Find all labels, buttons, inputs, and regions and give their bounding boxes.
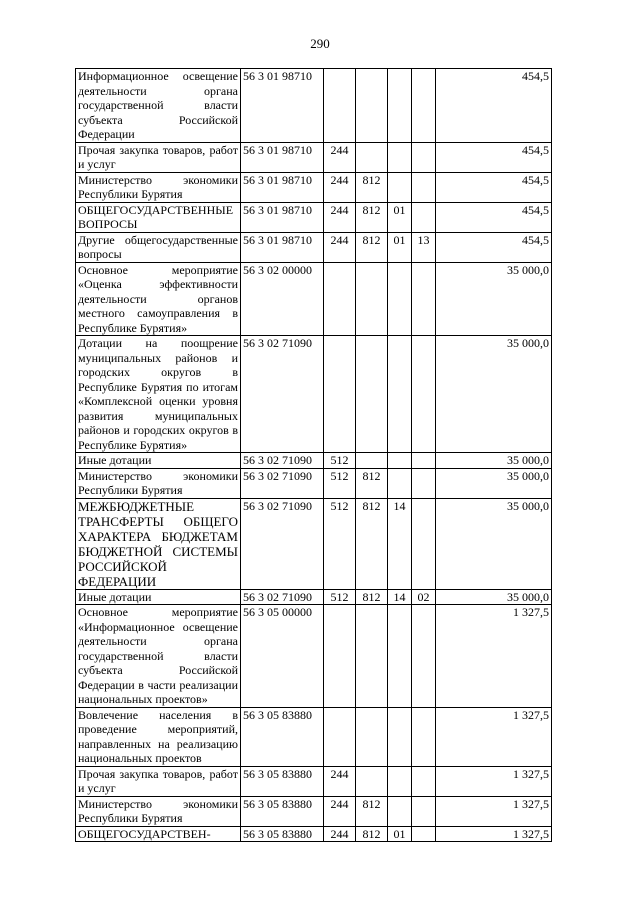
- row-rz: [388, 262, 412, 336]
- row-code: 56 3 01 98710: [241, 232, 324, 262]
- row-grbs: 812: [356, 498, 388, 589]
- row-rz: 14: [388, 589, 412, 605]
- table-row: [76, 202, 552, 232]
- row-pr: [412, 796, 436, 826]
- row-grbs: [356, 707, 388, 766]
- row-amount: 35 000,0: [436, 468, 552, 498]
- row-rz: [388, 336, 412, 453]
- row-pr: 02: [412, 589, 436, 605]
- row-code: 56 3 02 71090: [241, 498, 324, 589]
- row-grbs: [356, 605, 388, 708]
- table-row: [76, 232, 552, 262]
- row-rz: 14: [388, 498, 412, 589]
- row-pr: [412, 262, 436, 336]
- row-amount: 35 000,0: [436, 589, 552, 605]
- row-code: 56 3 01 98710: [241, 202, 324, 232]
- row-vr: 244: [324, 766, 356, 796]
- row-rz: 01: [388, 202, 412, 232]
- row-name: Дотации на поощрение муниципальных районов и городских округов в Республике Бурятия по итогам «Комплексной оценки уровня развития муниципальных районов и городских округов в Республике Бурятия»: [76, 336, 241, 453]
- row-name: Иные дотации: [76, 589, 241, 605]
- row-pr: 13: [412, 232, 436, 262]
- row-vr: [324, 605, 356, 708]
- row-code: 56 3 01 98710: [241, 69, 324, 143]
- row-pr: [412, 498, 436, 589]
- row-pr: [412, 69, 436, 143]
- page-number: 290: [310, 36, 330, 51]
- row-vr: 244: [324, 142, 356, 172]
- row-pr: [412, 172, 436, 202]
- table-row: [76, 453, 552, 469]
- row-amount: 35 000,0: [436, 336, 552, 453]
- row-amount: 454,5: [436, 69, 552, 143]
- row-amount: 35 000,0: [436, 262, 552, 336]
- table-row: [76, 589, 552, 605]
- row-amount: 35 000,0: [436, 453, 552, 469]
- row-grbs: 812: [356, 826, 388, 842]
- row-vr: [324, 336, 356, 453]
- row-rz: [388, 468, 412, 498]
- row-vr: 244: [324, 796, 356, 826]
- table-row: [76, 796, 552, 826]
- row-vr: 512: [324, 589, 356, 605]
- row-code: 56 3 02 00000: [241, 262, 324, 336]
- row-rz: [388, 707, 412, 766]
- row-name: МЕЖБЮДЖЕТНЫЕ ТРАНСФЕРТЫ ОБЩЕГО ХАРАКТЕРА БЮДЖЕТАМ БЮДЖЕТНОЙ СИСТЕМЫ РОССИЙСКОЙ ФЕДЕРАЦИИ: [76, 498, 241, 589]
- row-code: 56 3 05 00000: [241, 605, 324, 708]
- table-row: [76, 172, 552, 202]
- row-code: 56 3 02 71090: [241, 589, 324, 605]
- row-rz: [388, 605, 412, 708]
- row-vr: 244: [324, 232, 356, 262]
- row-name: Министерство экономики Республики Бурятия: [76, 172, 241, 202]
- row-name: Иные дотации: [76, 453, 241, 469]
- row-amount: 1 327,5: [436, 796, 552, 826]
- row-amount: 1 327,5: [436, 826, 552, 842]
- row-pr: [412, 468, 436, 498]
- row-grbs: 812: [356, 232, 388, 262]
- row-grbs: [356, 69, 388, 143]
- table-row: [76, 336, 552, 453]
- row-name: Информационное освещение деятельности органа государственной власти субъекта Российской Федерации: [76, 69, 241, 143]
- row-amount: 454,5: [436, 172, 552, 202]
- row-code: 56 3 05 83880: [241, 766, 324, 796]
- row-grbs: 812: [356, 172, 388, 202]
- row-grbs: [356, 336, 388, 453]
- table-row: [76, 605, 552, 708]
- row-code: 56 3 02 71090: [241, 468, 324, 498]
- row-pr: [412, 826, 436, 842]
- row-grbs: [356, 142, 388, 172]
- row-grbs: 812: [356, 589, 388, 605]
- row-code: 56 3 05 83880: [241, 796, 324, 826]
- row-rz: [388, 796, 412, 826]
- row-name: Другие общегосударственные вопросы: [76, 232, 241, 262]
- row-rz: [388, 766, 412, 796]
- row-rz: [388, 453, 412, 469]
- table-row: [76, 468, 552, 498]
- row-code: 56 3 01 98710: [241, 142, 324, 172]
- row-rz: [388, 69, 412, 143]
- row-name: Министерство экономики Республики Бурятия: [76, 468, 241, 498]
- table-row: [76, 142, 552, 172]
- row-rz: [388, 142, 412, 172]
- row-vr: 512: [324, 453, 356, 469]
- row-vr: 244: [324, 826, 356, 842]
- row-code: 56 3 01 98710: [241, 172, 324, 202]
- row-amount: 454,5: [436, 202, 552, 232]
- row-name: Прочая закупка товаров, работ и услуг: [76, 766, 241, 796]
- row-amount: 1 327,5: [436, 605, 552, 708]
- budget-table: [75, 68, 552, 842]
- row-pr: [412, 336, 436, 453]
- row-name: ОБЩЕГОСУДАРСТВЕН-: [76, 826, 241, 842]
- row-name: ОБЩЕГОСУДАРСТВЕННЫЕ ВОПРОСЫ: [76, 202, 241, 232]
- row-pr: [412, 202, 436, 232]
- table-row: [76, 766, 552, 796]
- row-vr: 244: [324, 172, 356, 202]
- row-name: Основное мероприятие «Оценка эффективности деятельности органов местного самоуправления в Республике Бурятия»: [76, 262, 241, 336]
- row-vr: [324, 69, 356, 143]
- row-pr: [412, 766, 436, 796]
- row-amount: 454,5: [436, 232, 552, 262]
- row-amount: 1 327,5: [436, 707, 552, 766]
- table-row: [76, 262, 552, 336]
- row-name: Вовлечение населения в проведение мероприятий, направленных на реализацию национальных проектов: [76, 707, 241, 766]
- row-pr: [412, 707, 436, 766]
- row-amount: 1 327,5: [436, 766, 552, 796]
- row-grbs: [356, 262, 388, 336]
- table-row: [76, 498, 552, 589]
- row-name: Основное мероприятие «Информационное освещение деятельности органа государственной власти субъекта Российской Федерации в части реализации национальных проектов»: [76, 605, 241, 708]
- row-grbs: 812: [356, 468, 388, 498]
- row-vr: [324, 262, 356, 336]
- row-vr: 512: [324, 468, 356, 498]
- row-code: 56 3 02 71090: [241, 453, 324, 469]
- row-vr: 512: [324, 498, 356, 589]
- row-rz: [388, 172, 412, 202]
- row-code: 56 3 05 83880: [241, 707, 324, 766]
- row-pr: [412, 453, 436, 469]
- row-grbs: 812: [356, 796, 388, 826]
- row-grbs: [356, 453, 388, 469]
- row-pr: [412, 142, 436, 172]
- row-grbs: [356, 766, 388, 796]
- row-amount: 454,5: [436, 142, 552, 172]
- row-name: Прочая закупка товаров, работ и услуг: [76, 142, 241, 172]
- row-code: 56 3 05 83880: [241, 826, 324, 842]
- row-grbs: 812: [356, 202, 388, 232]
- row-amount: 35 000,0: [436, 498, 552, 589]
- row-rz: 01: [388, 232, 412, 262]
- table-row: [76, 69, 552, 143]
- table-row: [76, 826, 552, 842]
- row-vr: 244: [324, 202, 356, 232]
- row-code: 56 3 02 71090: [241, 336, 324, 453]
- row-rz: 01: [388, 826, 412, 842]
- row-vr: [324, 707, 356, 766]
- table-row: [76, 707, 552, 766]
- row-name: Министерство экономики Республики Бурятия: [76, 796, 241, 826]
- row-pr: [412, 605, 436, 708]
